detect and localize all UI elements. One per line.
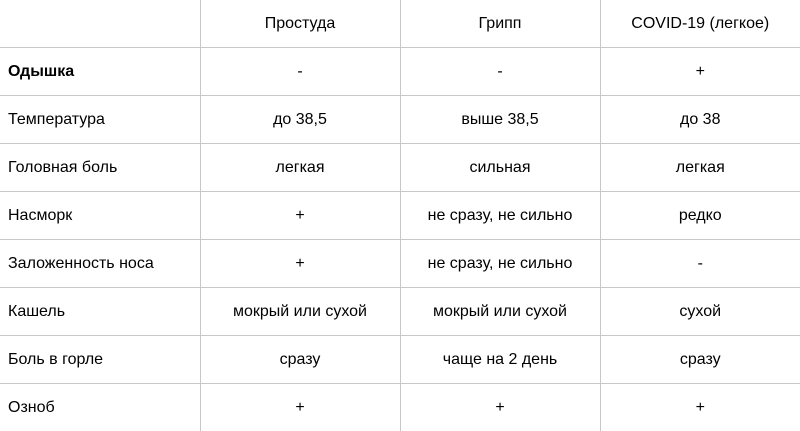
row-label: Головная боль <box>0 144 200 192</box>
table-cell: чаще на 2 день <box>400 336 600 384</box>
row-label: Одышка <box>0 48 200 96</box>
row-label: Озноб <box>0 384 200 431</box>
table-cell: - <box>600 240 800 288</box>
row-label: Насморк <box>0 192 200 240</box>
table-cell: + <box>200 240 400 288</box>
table-cell: сильная <box>400 144 600 192</box>
table-cell: выше 38,5 <box>400 96 600 144</box>
row-label: Боль в горле <box>0 336 200 384</box>
table-cell: - <box>200 48 400 96</box>
table-row <box>0 144 800 192</box>
table-cell: + <box>400 384 600 431</box>
table-cell: легкая <box>600 144 800 192</box>
row-label: Заложенность носа <box>0 240 200 288</box>
table-cell: до 38,5 <box>200 96 400 144</box>
table-cell: + <box>600 384 800 431</box>
table-cell: сухой <box>600 288 800 336</box>
table-row <box>0 336 800 384</box>
table-cell: + <box>200 192 400 240</box>
table-row <box>0 288 800 336</box>
table-cell: редко <box>600 192 800 240</box>
table-cell: мокрый или сухой <box>200 288 400 336</box>
header-cell-flu: Грипп <box>400 0 600 48</box>
table-cell: легкая <box>200 144 400 192</box>
header-cell-covid: COVID-19 (легкое) <box>600 0 800 48</box>
table-cell: мокрый или сухой <box>400 288 600 336</box>
table-row <box>0 192 800 240</box>
table-cell: не сразу, не сильно <box>400 240 600 288</box>
table-cell: не сразу, не сильно <box>400 192 600 240</box>
row-label: Кашель <box>0 288 200 336</box>
table-cell: + <box>200 384 400 431</box>
header-row <box>0 0 800 48</box>
table-cell: до 38 <box>600 96 800 144</box>
table-row <box>0 48 800 96</box>
table-row <box>0 240 800 288</box>
header-cell-cold: Простуда <box>200 0 400 48</box>
row-label: Температура <box>0 96 200 144</box>
table-row <box>0 384 800 431</box>
table-cell: сразу <box>600 336 800 384</box>
table-cell: сразу <box>200 336 400 384</box>
header-cell-empty <box>0 0 200 48</box>
table-row <box>0 96 800 144</box>
table-cell: - <box>400 48 600 96</box>
table-cell: + <box>600 48 800 96</box>
